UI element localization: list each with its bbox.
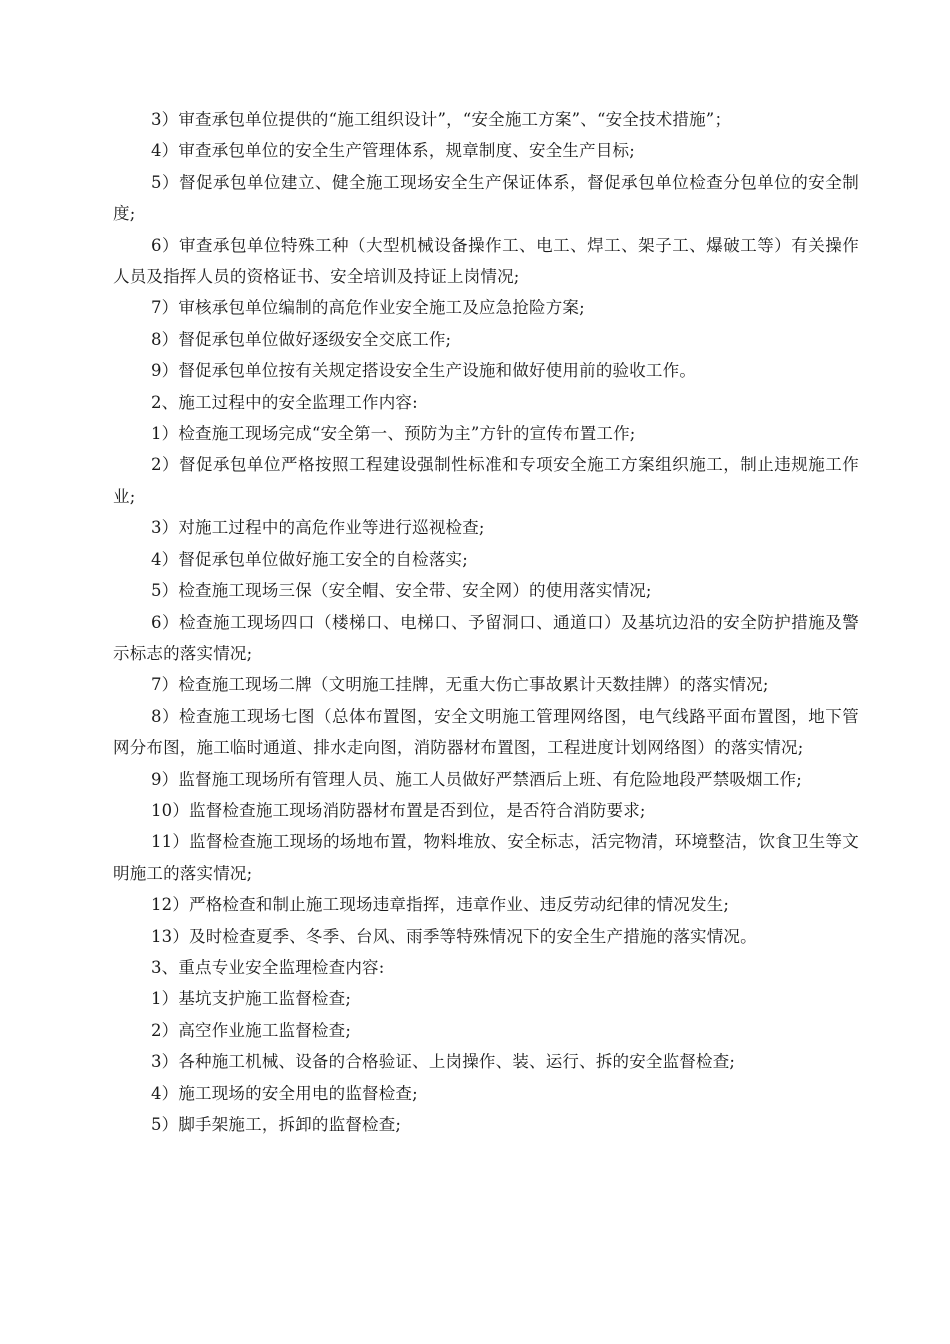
paragraph: 4）审查承包单位的安全生产管理体系，规章制度、安全生产目标;: [150, 141, 635, 161]
paragraph: 4）施工现场的安全用电的监督检查;: [150, 1083, 418, 1103]
paragraph: 6）检查施工现场四口（楼梯口、电梯口、予留洞口、通道口）及基坑边沿的安全防护措施及警示标志的落实情况;: [113, 612, 859, 663]
paragraph: 11）监督检查施工现场的场地布置，物料堆放、安全标志，活完物清，环境整洁，饮食卫生等文明施工的落实情况;: [113, 832, 859, 883]
paragraph: 3）各种施工机械、设备的合格验证、上岗操作、装、运行、拆的安全监督检查;: [150, 1052, 736, 1072]
paragraph: 12）严格检查和制止施工现场违章指挥，违章作业、违反劳动纪律的情况发生;: [150, 895, 730, 915]
paragraph: 5）督促承包单位建立、健全施工现场安全生产保证体系，督促承包单位检查分包单位的安全制度;: [113, 172, 859, 224]
paragraph: 1）检查施工现场完成“安全第一、预防为主”方针的宣传布置工作;: [150, 424, 636, 444]
paragraph: 1）基坑支护施工监督检查;: [150, 989, 352, 1009]
paragraph: 13）及时检查夏季、冬季、台风、雨季等特殊情况下的安全生产措施的落实情况。: [150, 926, 757, 946]
paragraph: 2）督促承包单位严格按照工程建设强制性标准和专项安全施工方案组织施工，制止违规施工作业;: [113, 455, 859, 506]
section-heading: 2、施工过程中的安全监理工作内容:: [150, 392, 418, 412]
section-heading: 3、重点专业安全监理检查内容:: [150, 957, 385, 977]
paragraph: 7）审核承包单位编制的高危作业安全施工及应急抢险方案;: [150, 298, 585, 318]
paragraph: 4）督促承包单位做好施工安全的自检落实;: [150, 549, 468, 569]
paragraph: 7）检查施工现场二牌（文明施工挂牌，无重大伤亡事故累计天数挂牌）的落实情况;: [150, 675, 769, 695]
paragraph: 5）脚手架施工，拆卸的监督检查;: [150, 1115, 402, 1134]
paragraph: 8）督促承包单位做好逐级安全交底工作;: [150, 329, 452, 349]
paragraph: 3）对施工过程中的高危作业等进行巡视检查;: [150, 518, 485, 538]
paragraph: 9）监督施工现场所有管理人员、施工人员做好严禁酒后上班、有危险地段严禁吸烟工作;: [150, 769, 802, 789]
paragraph: 5）检查施工现场三保（安全帽、安全带、安全网）的使用落实情况;: [150, 581, 652, 601]
paragraph: 3）审查承包单位提供的“施工组织设计”，“安全施工方案”、“安全技术措施”；: [150, 110, 732, 129]
document-body: [113, 104, 859, 1140]
paragraph: 6）审查承包单位特殊工种（大型机械设备操作工、电工、焊工、架子工、爆破工等）有关操作人员及指挥人员的资格证书、安全培训及持证上岗情况;: [113, 235, 859, 287]
paragraph: 8）检查施工现场七图（总体布置图，安全文明施工管理网络图，电气线路平面布置图，地下管网分布图，施工临时通道、排水走向图，消防器材布置图，工程进度计划网络图）的落实情况;: [113, 706, 859, 758]
paragraph: 9）督促承包单位按有关规定搭设安全生产设施和做好使用前的验收工作。: [150, 361, 697, 381]
paragraph: 2）高空作业施工监督检查;: [150, 1020, 352, 1040]
paragraph: 10）监督检查施工现场消防器材布置是否到位，是否符合消防要求;: [150, 800, 646, 820]
